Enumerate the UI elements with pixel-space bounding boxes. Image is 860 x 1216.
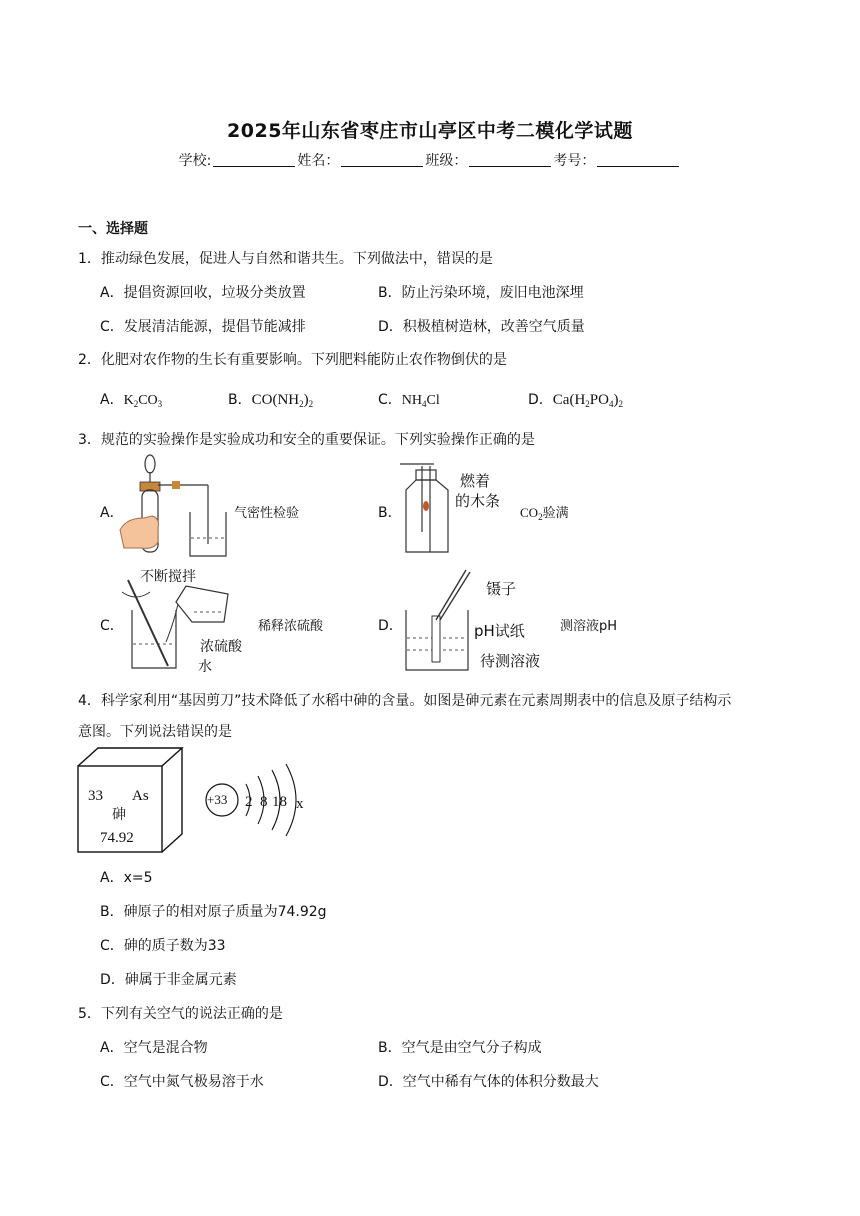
q3-c-fig-water: 水 <box>198 659 212 675</box>
q2-option-d[interactable] <box>528 389 623 409</box>
q1-option-b[interactable]: B．防止污染环境，废旧电池深埋 <box>378 285 584 301</box>
q2-stem: 2．化肥对农作物的生长有重要影响。下列肥料能防止农作物倒伏的是 <box>78 352 507 368</box>
cell-name: 砷 <box>112 807 126 823</box>
q3-d-fig-solution: 待测溶液 <box>480 652 541 670</box>
q3-d-caption: 测溶液pH <box>560 619 618 634</box>
q2-option-c[interactable] <box>378 389 440 409</box>
q2-b-formula: $CO(NH_2)_2$ <box>251 392 314 409</box>
name-blank[interactable] <box>341 152 423 167</box>
q1-option-d[interactable]: D．积极植树造林，改善空气质量 <box>378 319 585 335</box>
q5-option-a[interactable]: A．空气是混合物 <box>100 1040 208 1056</box>
nucleus-charge: +33 <box>207 792 228 807</box>
q1-stem: 1．推动绿色发展，促进人与自然和谐共生。下列做法中，错误的是 <box>78 251 493 267</box>
q5-option-d[interactable]: D．空气中稀有气体的体积分数最大 <box>378 1074 599 1090</box>
class-label: 班级： <box>425 153 468 169</box>
page-title: 2025年山东省枣庄市山亭区中考二模化学试题 <box>227 120 633 142</box>
shell-2: 8 <box>260 794 268 810</box>
school-blank[interactable] <box>213 152 295 167</box>
shell-1: 2 <box>245 794 253 810</box>
q3-c-fig-acid: 浓硫酸 <box>200 639 242 655</box>
q1-option-c[interactable]: C．发展清洁能源，提倡节能减排 <box>100 319 306 335</box>
q5-stem: 5．下列有关空气的说法正确的是 <box>78 1006 283 1022</box>
shell-4: x <box>296 796 304 812</box>
q5-option-c[interactable]: C．空气中氮气极易溶于水 <box>100 1074 264 1090</box>
q3-d-fig-paper: pH试纸 <box>474 622 525 640</box>
gas-bottle-figure <box>398 462 458 558</box>
q2-d-formula: $Ca(H_2PO_4)_2$ <box>552 392 623 409</box>
q2-c-label: C． <box>378 392 402 408</box>
q4-option-a[interactable]: A．x=5 <box>100 870 153 886</box>
cell-mass: 74.92 <box>100 830 134 846</box>
id-blank[interactable] <box>597 152 679 167</box>
q4-stem-line1: 4．科学家利用“基因剪刀”技术降低了水稻中砷的含量。如图是砷元素在元素周期表中的信息及原子结构示 <box>78 693 732 709</box>
q3-c-fig-stir: 不断搅拌 <box>140 569 196 585</box>
shell-3: 18 <box>272 794 287 810</box>
q3-b-fig-burning: 燃着 <box>460 472 491 490</box>
q3-a-caption: 气密性检验 <box>234 506 300 521</box>
q3-d-fig-tweezers: 镊子 <box>486 580 517 598</box>
q2-a-label: A． <box>100 392 124 408</box>
q1-option-a[interactable]: A．提倡资源回收，垃圾分类放置 <box>100 285 306 301</box>
q4-stem-line2: 意图。下列说法错误的是 <box>78 724 232 740</box>
q3-b-co2: $CO_2$ <box>520 505 543 522</box>
q3-stem: 3．规范的实验操作是实验成功和安全的重要保证。下列实验操作正确的是 <box>78 432 535 448</box>
q3-b-caption-suffix: 验满 <box>542 506 569 521</box>
q3-b-label[interactable]: B． <box>378 505 402 521</box>
q2-option-b[interactable] <box>228 389 313 409</box>
q4-option-c[interactable]: C．砷的质子数为33 <box>100 938 226 954</box>
q3-b-fig-stick: 的木条 <box>455 492 501 510</box>
q3-d-label[interactable]: D． <box>378 618 403 634</box>
cell-atomic-number: 33 <box>88 788 103 804</box>
student-info-line <box>0 150 860 170</box>
q5-option-b[interactable]: B．空气是由空气分子构成 <box>378 1040 542 1056</box>
id-label: 考号： <box>553 153 596 169</box>
class-blank[interactable] <box>469 152 551 167</box>
section-title: 一、选择题 <box>78 221 148 237</box>
q3-a-label[interactable]: A． <box>100 505 124 521</box>
q2-c-formula: $NH_4Cl$ <box>401 393 440 409</box>
q3-c-label[interactable]: C． <box>100 618 124 634</box>
ph-test-figure <box>398 566 478 674</box>
airtight-check-figure <box>118 452 228 562</box>
q4-option-d[interactable]: D．砷属于非金属元素 <box>100 972 237 988</box>
q4-option-b[interactable]: B．砷原子的相对原子质量为74.92g <box>100 904 327 920</box>
q2-b-label: B． <box>228 392 252 408</box>
q3-b-caption <box>520 502 569 522</box>
school-label: 学校: <box>178 153 212 169</box>
name-label: 姓名： <box>297 153 340 169</box>
q2-a-formula: $K_2CO_3$ <box>123 393 163 409</box>
q2-option-a[interactable] <box>100 389 162 409</box>
q3-c-caption: 稀释浓硫酸 <box>258 619 324 634</box>
q2-d-label: D． <box>528 392 553 408</box>
cell-symbol: As <box>132 788 149 804</box>
dilute-acid-figure <box>116 572 256 676</box>
